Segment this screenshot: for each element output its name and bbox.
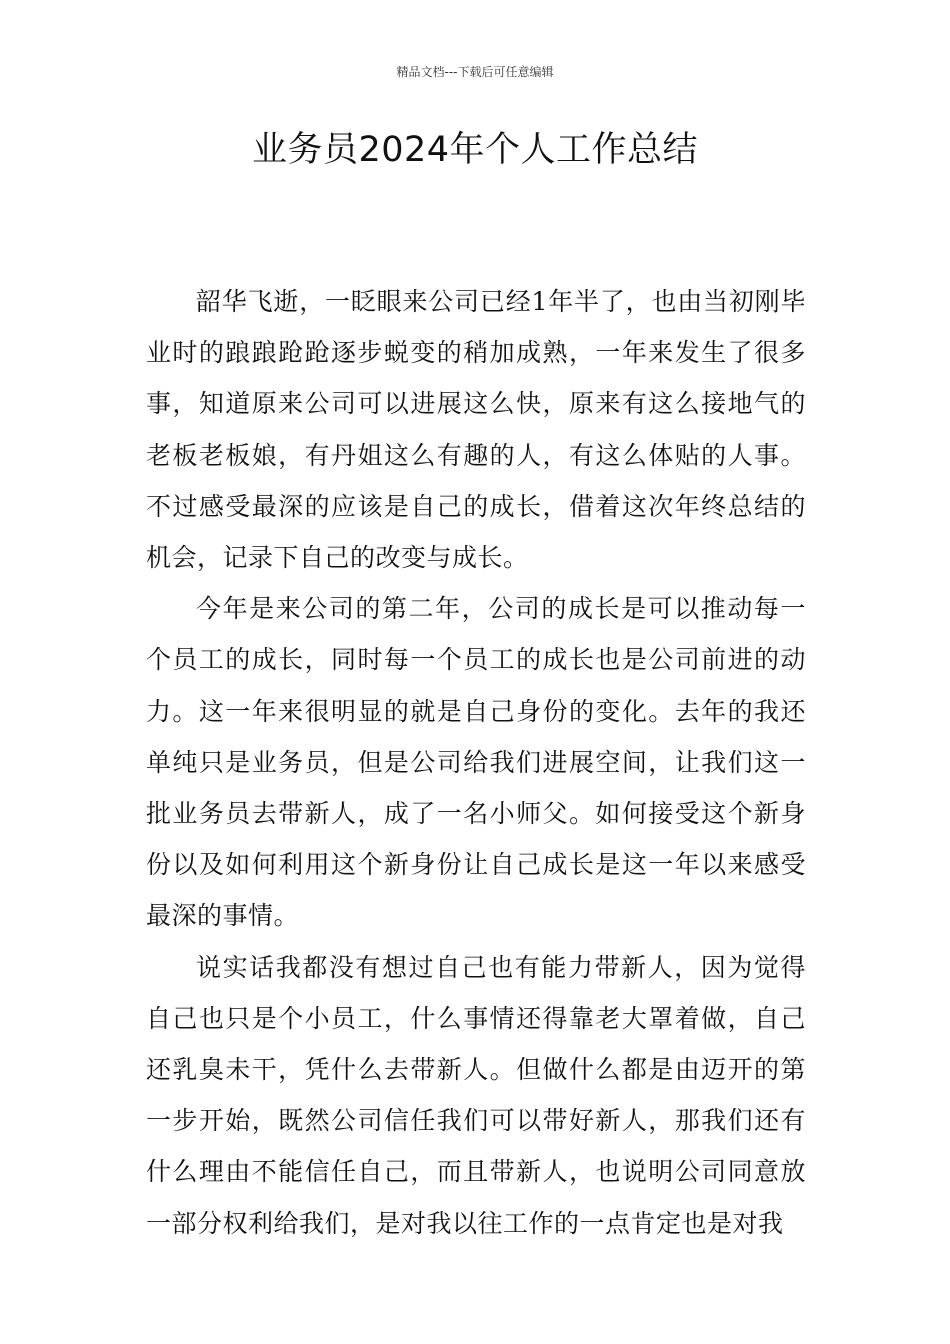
- header-note: 精品文档---下载后可任意编辑: [396, 65, 554, 79]
- paragraph-2: 今年是来公司的第二年，公司的成长是可以推动每一个员工的成长，同时每一个员工的成长也是公司前进的动力。这一年来很明显的就是自己身份的变化。去年的我还单纯只是业务员，但是公司给我们进展空间，让我们这一批业务员去带新人，成了一名小师父。如何接受这个新身份以及如何利用这个新身份让自己成长是这一年以来感受最深的事情。: [146, 594, 806, 931]
- paragraph-1: 韶华飞逝，一眨眼来公司已经1年半了，也由当初刚毕业时的踉踉跄跄逐步蜕变的稍加成熟，一年来发生了很多事，知道原来公司可以进展这么快，原来有这么接地气的老板老板娘，有丹姐这么有趣的人，有这么体贴的人事。不过感受最深的应该是自己的成长，借着这次年终总结的机会，记录下自己的改变与成长。: [146, 287, 806, 573]
- document-body: [146, 276, 806, 1249]
- paragraph-3: 说实话我都没有想过自己也有能力带新人，因为觉得自己也只是个小员工，什么事情还得靠老大罩着做，自己还乳臭未干，凭什么去带新人。但做什么都是由迈开的第一步开始，既然公司信任我们可以带好新人，那我们还有什么理由不能信任自己，而且带新人，也说明公司同意放一部分权利给我们，是对我以往工作的一点肯定也是对我: [146, 952, 806, 1238]
- document-title: 业务员2024年个人工作总结: [251, 130, 699, 170]
